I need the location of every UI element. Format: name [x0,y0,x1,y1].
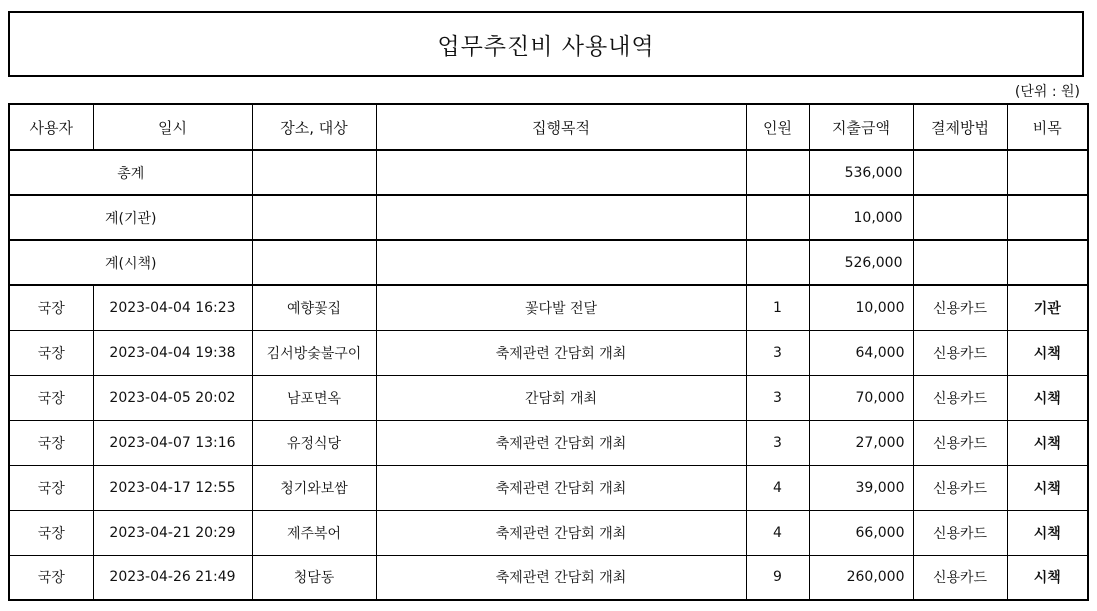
cell-purpose: 꽃다발 전달 [376,285,746,330]
header-purpose: 집행목적 [376,104,746,150]
header-people: 인원 [746,104,809,150]
cell-people: 4 [746,510,809,555]
summary-cell [376,195,746,240]
summary-cell [252,195,376,240]
summary-cell [1007,240,1088,285]
document-title-box [8,11,1084,77]
summary-cell [376,240,746,285]
summary-label: 총계 [9,150,252,195]
cell-amount: 39,000 [809,465,913,510]
summary-cell [376,150,746,195]
summary-label: 계(기관) [9,195,252,240]
cell-user: 국장 [9,555,93,600]
cell-datetime: 2023-04-04 16:23 [93,285,252,330]
summary-cell [913,240,1007,285]
cell-purpose: 축제관련 간담회 개최 [376,465,746,510]
summary-cell [1007,150,1088,195]
cell-purpose: 축제관련 간담회 개최 [376,555,746,600]
summary-label: 계(시책) [9,240,252,285]
cell-place: 청기와보쌈 [252,465,376,510]
cell-people: 3 [746,375,809,420]
table-row [9,285,1088,330]
cell-people: 9 [746,555,809,600]
cell-people: 3 [746,330,809,375]
cell-place: 남포면옥 [252,375,376,420]
summary-row [9,240,1088,285]
table-header-row [9,104,1088,150]
summary-cell [746,240,809,285]
cell-amount: 66,000 [809,510,913,555]
cell-place: 제주복어 [252,510,376,555]
table-row [9,555,1088,600]
summary-cell [252,150,376,195]
cell-note: 기관 [1007,285,1088,330]
summary-amount: 526,000 [809,240,913,285]
table-row [9,420,1088,465]
cell-amount: 64,000 [809,330,913,375]
document-title: 업무추진비 사용내역 [437,33,655,60]
cell-purpose: 축제관련 간담회 개최 [376,420,746,465]
cell-people: 1 [746,285,809,330]
header-user: 사용자 [9,104,93,150]
summary-amount: 10,000 [809,195,913,240]
cell-datetime: 2023-04-26 21:49 [93,555,252,600]
cell-user: 국장 [9,375,93,420]
table-row [9,375,1088,420]
cell-purpose: 축제관련 간담회 개최 [376,510,746,555]
cell-payment: 신용카드 [913,285,1007,330]
cell-user: 국장 [9,465,93,510]
cell-note: 시책 [1007,555,1088,600]
cell-payment: 신용카드 [913,330,1007,375]
cell-note: 시책 [1007,465,1088,510]
cell-amount: 10,000 [809,285,913,330]
cell-people: 4 [746,465,809,510]
summary-cell [746,150,809,195]
cell-datetime: 2023-04-05 20:02 [93,375,252,420]
cell-amount: 260,000 [809,555,913,600]
unit-note: (단위 : 원) [1014,84,1080,100]
cell-datetime: 2023-04-17 12:55 [93,465,252,510]
summary-row [9,150,1088,195]
summary-cell [1007,195,1088,240]
summary-cell [913,195,1007,240]
cell-payment: 신용카드 [913,465,1007,510]
cell-place: 유정식당 [252,420,376,465]
summary-cell [746,195,809,240]
cell-amount: 27,000 [809,420,913,465]
cell-purpose: 간담회 개최 [376,375,746,420]
cell-note: 시책 [1007,420,1088,465]
cell-payment: 신용카드 [913,375,1007,420]
cell-note: 시책 [1007,330,1088,375]
cell-payment: 신용카드 [913,555,1007,600]
summary-amount: 536,000 [809,150,913,195]
cell-people: 3 [746,420,809,465]
table-body [9,150,1088,600]
cell-user: 국장 [9,330,93,375]
header-place: 장소, 대상 [252,104,376,150]
summary-cell [252,240,376,285]
cell-place: 청담동 [252,555,376,600]
cell-payment: 신용카드 [913,420,1007,465]
cell-datetime: 2023-04-21 20:29 [93,510,252,555]
cell-purpose: 축제관련 간담회 개최 [376,330,746,375]
header-datetime: 일시 [93,104,252,150]
cell-amount: 70,000 [809,375,913,420]
cell-user: 국장 [9,510,93,555]
header-amount: 지출금액 [809,104,913,150]
header-payment: 결제방법 [913,104,1007,150]
cell-datetime: 2023-04-04 19:38 [93,330,252,375]
table-row [9,465,1088,510]
cell-user: 국장 [9,420,93,465]
cell-note: 시책 [1007,510,1088,555]
table-row [9,330,1088,375]
cell-note: 시책 [1007,375,1088,420]
cell-payment: 신용카드 [913,510,1007,555]
cell-user: 국장 [9,285,93,330]
summary-row [9,195,1088,240]
summary-cell [913,150,1007,195]
cell-datetime: 2023-04-07 13:16 [93,420,252,465]
cell-place: 김서방숯불구이 [252,330,376,375]
expense-table [8,103,1089,601]
header-note: 비목 [1007,104,1088,150]
table-row [9,510,1088,555]
cell-place: 예향꽃집 [252,285,376,330]
